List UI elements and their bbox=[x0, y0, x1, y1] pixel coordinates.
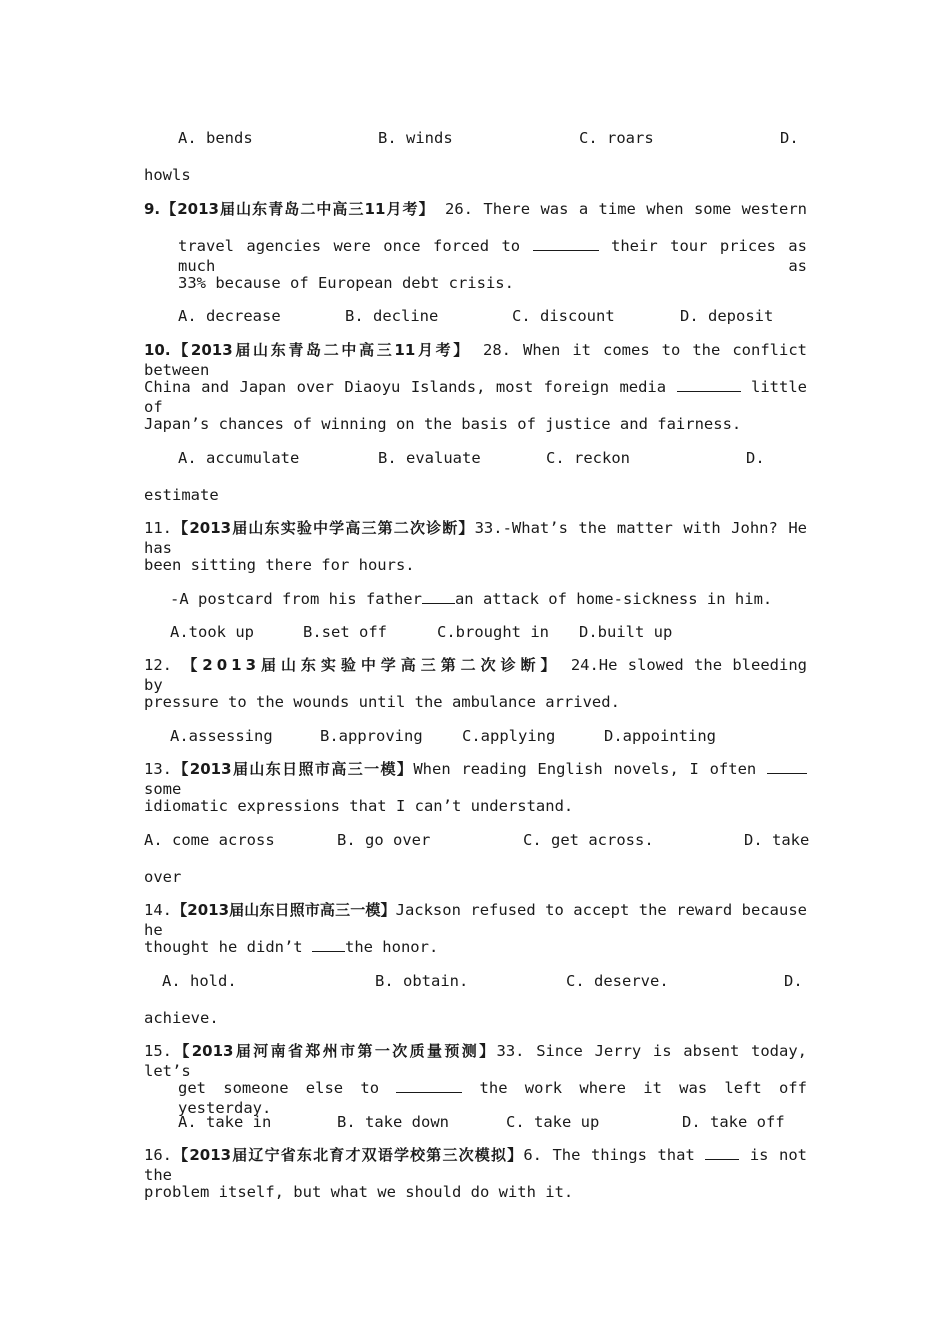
q16-line-1 bbox=[144, 1145, 807, 1185]
q15-line-1 bbox=[144, 1041, 807, 1081]
q9-number: 9. bbox=[144, 200, 161, 218]
q14-option-d-cont: achieve. bbox=[144, 1009, 219, 1027]
q13-stem-2: idiomatic expressions that I can’t understand. bbox=[144, 797, 574, 815]
q15-stem-2b: the work where it was left off yesterday. bbox=[178, 1079, 807, 1117]
q12-option-b: B.approving bbox=[320, 727, 423, 745]
q14-option-d: D. bbox=[784, 972, 803, 990]
q11-stem-3b: an attack of home-sickness in him. bbox=[454, 590, 773, 608]
q11-option-c: C.brought in bbox=[437, 623, 549, 641]
q12-option-a: A.assessing bbox=[170, 727, 273, 745]
q13-option-c: C. get across. bbox=[523, 831, 654, 849]
q13-option-a: A. come across bbox=[144, 831, 275, 849]
q9-stem-2b: their tour prices as much as bbox=[178, 237, 807, 275]
q15-number: 15. bbox=[144, 1042, 172, 1060]
q16-source: 【2013届辽宁省东北育才双语学校第三次模拟】 bbox=[172, 1146, 524, 1164]
q11-stem-2: been sitting there for hours. bbox=[144, 556, 415, 574]
q14-stem-1: Jackson refused to accept the reward because he bbox=[144, 901, 808, 939]
q13-stem-1a: When reading English novels, I often bbox=[413, 760, 757, 778]
q12-stem-1: 24.He slowed the bleeding by bbox=[144, 656, 808, 694]
q10-line-1 bbox=[144, 340, 807, 380]
q9-option-a: A. decrease bbox=[178, 307, 281, 325]
q16-stem-1b: is not the bbox=[144, 1146, 807, 1184]
q9-option-d: D. deposit bbox=[680, 307, 774, 325]
q10-number: 10. bbox=[144, 341, 171, 359]
q11-option-b: B.set off bbox=[303, 623, 387, 641]
q14-option-b: B. obtain. bbox=[375, 972, 469, 990]
q10-line-2 bbox=[144, 377, 807, 417]
q13-number: 13. bbox=[144, 760, 172, 778]
q8-option-a: A. bends bbox=[178, 129, 253, 147]
q11-option-a: A.took up bbox=[170, 623, 254, 641]
q9-stem-2a: travel agencies were once forced to bbox=[178, 237, 521, 255]
q11-line-1 bbox=[144, 518, 807, 558]
q9-line-1 bbox=[144, 199, 807, 219]
q14-line-2 bbox=[144, 937, 807, 957]
q11-stem-1: 33.-What’s the matter with John? He has bbox=[144, 519, 807, 557]
q13-source: 【2013届山东日照市高三一模】 bbox=[172, 760, 414, 778]
q10-option-b: B. evaluate bbox=[378, 449, 481, 467]
q11-stem-3a: -A postcard from his father bbox=[170, 590, 422, 608]
q10-option-d-cont: estimate bbox=[144, 486, 219, 504]
q9-line-2 bbox=[178, 236, 807, 276]
q9-stem-1: 26. There was a time when some western bbox=[445, 200, 807, 218]
q16-stem-2: problem itself, but what we should do with it. bbox=[144, 1183, 574, 1201]
q15-stem-2a: get someone else to bbox=[178, 1079, 380, 1097]
q8-option-d-cont: howls bbox=[144, 166, 191, 184]
q14-line-1 bbox=[144, 900, 807, 940]
q15-option-d: D. take off bbox=[682, 1113, 785, 1131]
q16-answer-blank bbox=[705, 1145, 739, 1160]
q14-option-a: A. hold. bbox=[162, 972, 237, 990]
q15-source: 【2013届河南省郑州市第一次质量预测】 bbox=[172, 1042, 497, 1060]
q12-source: 【2013届山东实验中学高三第二次诊断】 bbox=[182, 656, 561, 674]
q14-stem-2b: the honor. bbox=[344, 938, 439, 956]
q13-option-d: D. take bbox=[744, 831, 810, 849]
q11-answer-blank bbox=[422, 589, 455, 604]
q12-option-d: D.appointing bbox=[604, 727, 716, 745]
q13-answer-blank bbox=[767, 759, 807, 774]
q14-number: 14. bbox=[144, 901, 172, 919]
q14-stem-2a: thought he didn’t bbox=[144, 938, 303, 956]
q10-option-d: D. bbox=[746, 449, 765, 467]
q15-option-c: C. take up bbox=[506, 1113, 600, 1131]
q10-stem-2b: little of bbox=[144, 378, 808, 416]
q9-stem-3: 33% because of European debt crisis. bbox=[178, 274, 514, 292]
q13-line-1 bbox=[144, 759, 807, 799]
q16-stem-1a: 6. The things that bbox=[523, 1146, 695, 1164]
q10-answer-blank bbox=[677, 377, 741, 392]
q10-stem-1: 28. When it comes to the conflict between bbox=[144, 341, 807, 379]
q10-source: 【2013届山东青岛二中高三11月考】 bbox=[170, 341, 471, 359]
q14-source: 【2013届山东日照市高三一模】 bbox=[172, 901, 396, 919]
q10-stem-2a: China and Japan over Diaoyu Islands, most foreign media bbox=[144, 378, 667, 396]
q9-option-c: C. discount bbox=[512, 307, 615, 325]
q15-answer-blank bbox=[396, 1078, 462, 1093]
q10-option-c: C. reckon bbox=[546, 449, 630, 467]
q11-source: 【2013届山东实验中学高三第二次诊断】 bbox=[172, 519, 475, 537]
q15-option-a: A. take in bbox=[178, 1113, 272, 1131]
q16-number: 16. bbox=[144, 1146, 172, 1164]
q12-number: 12. bbox=[144, 656, 172, 674]
q9-option-b: B. decline bbox=[345, 307, 439, 325]
q8-option-d: D. bbox=[780, 129, 799, 147]
q13-option-b: B. go over bbox=[337, 831, 431, 849]
q12-stem-2: pressure to the wounds until the ambulance arrived. bbox=[144, 693, 620, 711]
q15-option-b: B. take down bbox=[337, 1113, 449, 1131]
q13-option-d-cont: over bbox=[144, 868, 182, 886]
q10-stem-3: Japan’s chances of winning on the basis of justice and fairness. bbox=[144, 415, 742, 433]
q14-option-c: C. deserve. bbox=[566, 972, 669, 990]
q9-answer-blank bbox=[533, 236, 599, 251]
q13-stem-1b: some bbox=[144, 780, 182, 798]
q8-option-b: B. winds bbox=[378, 129, 453, 147]
q9-source: 【2013届山东青岛二中高三11月考】 bbox=[160, 200, 435, 218]
q11-option-d: D.built up bbox=[579, 623, 673, 641]
q11-line-3 bbox=[170, 589, 833, 609]
q12-option-c: C.applying bbox=[462, 727, 556, 745]
q12-line-1 bbox=[144, 655, 807, 695]
q11-number: 11. bbox=[144, 519, 172, 537]
q15-stem-1: 33. Since Jerry is absent today, let’s bbox=[144, 1042, 807, 1080]
q14-answer-blank bbox=[312, 937, 345, 952]
q8-option-c: C. roars bbox=[579, 129, 654, 147]
q10-option-a: A. accumulate bbox=[178, 449, 300, 467]
